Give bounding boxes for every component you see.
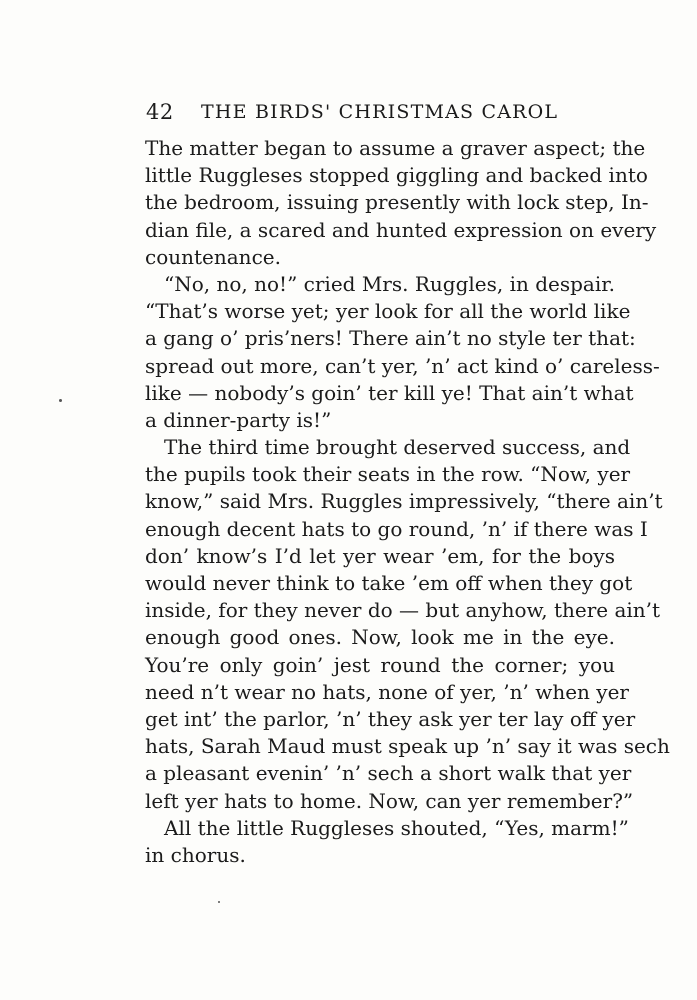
text-line: would never think to take ’em off when they got bbox=[145, 571, 633, 595]
text-line: need n’t wear no hats, none of yer, ’n’ when yer bbox=[145, 679, 629, 704]
text-line: enough good ones. Now, look me in the eye. bbox=[145, 625, 615, 650]
text-line: countenance. bbox=[145, 244, 281, 269]
body-text bbox=[145, 135, 670, 869]
text-line: the pupils took their seats in the row. “Now, yer bbox=[145, 462, 631, 487]
text-line: You’re only goin’ jest round the corner; you bbox=[145, 652, 615, 677]
page-header bbox=[146, 100, 576, 130]
text-line: hats, Sarah Maud must speak up ’n’ say it was sech bbox=[145, 734, 670, 759]
text-line: little Ruggleses stopped giggling and backed into bbox=[145, 163, 648, 188]
text-line: the bedroom, issuing presently with lock step, In- bbox=[145, 190, 649, 215]
text-line: enough decent hats to go round, ’n’ if there was I bbox=[145, 516, 648, 541]
text-line: The matter began to assume a graver aspect; the bbox=[145, 136, 646, 160]
text-line: a dinner-party is!” bbox=[145, 407, 332, 432]
text-line: a gang o’ pris’ners! There ain’t no style ter that: bbox=[145, 326, 636, 351]
text-line: know,” said Mrs. Ruggles impressively, “there ain’t bbox=[145, 489, 663, 514]
running-title: THE BIRDS' CHRISTMAS CAROL bbox=[201, 101, 559, 123]
paper-speck bbox=[59, 399, 62, 402]
text-line: left yer hats to home. Now, can yer remember?” bbox=[145, 788, 634, 813]
text-line: inside, for they never do — but anyhow, there ain’t bbox=[145, 598, 661, 623]
text-line: dian file, a scared and hunted expression on every bbox=[145, 217, 657, 242]
text-line: The third time brought deserved success, and bbox=[164, 435, 631, 460]
text-line: All the little Ruggleses shouted, “Yes, marm!” bbox=[164, 815, 629, 840]
text-line: get int’ the parlor, ’n’ they ask yer ter lay off yer bbox=[145, 706, 636, 731]
paper-speck bbox=[218, 901, 220, 903]
page-number: 42 bbox=[146, 100, 174, 124]
text-line: “No, no, no!” cried Mrs. Ruggles, in despair. bbox=[164, 271, 615, 296]
text-line: a pleasant evenin’ ’n’ sech a short walk that yer bbox=[145, 761, 632, 786]
text-line: in chorus. bbox=[145, 842, 246, 867]
text-line: don’ know’s I’d let yer wear ’em, for the boys bbox=[145, 543, 615, 568]
text-line: “That’s worse yet; yer look for all the world like bbox=[145, 299, 631, 324]
text-line: spread out more, can’t yer, ’n’ act kind o’ careless- bbox=[145, 353, 660, 378]
text-line: like — nobody’s goin’ ter kill ye! That ain’t what bbox=[145, 380, 634, 405]
